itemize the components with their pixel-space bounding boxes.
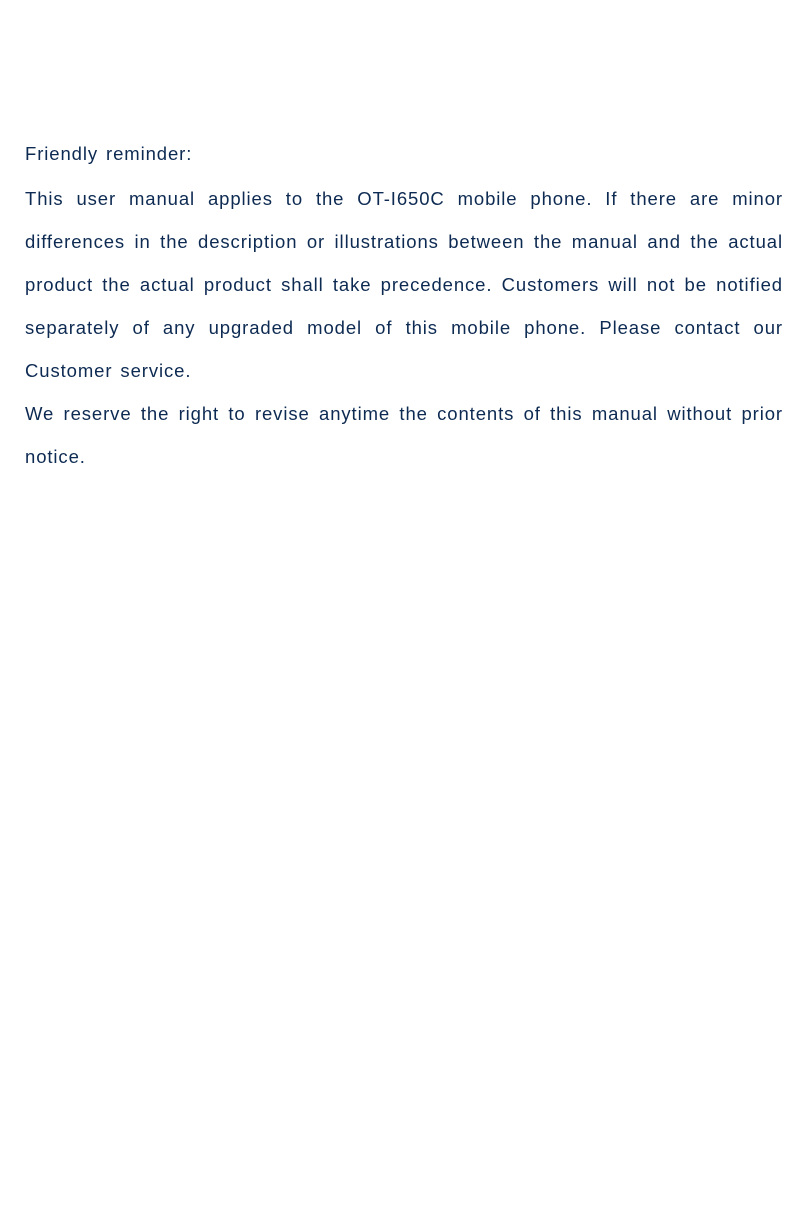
reminder-heading: Friendly reminder: [25, 143, 193, 164]
document-page [25, 135, 783, 478]
manual-applicability-paragraph: This user manual applies to the OT-I650C mobile phone. If there are minor differences in the description or illustrations between the manual and the actual product the actual product shall take precedence. Customers will not be notified separately of any upgraded model of this mobile phone. Please contact our Customer service. [25, 188, 783, 381]
revision-notice-paragraph: We reserve the right to revise anytime the contents of this manual without prior notice. [25, 403, 783, 467]
